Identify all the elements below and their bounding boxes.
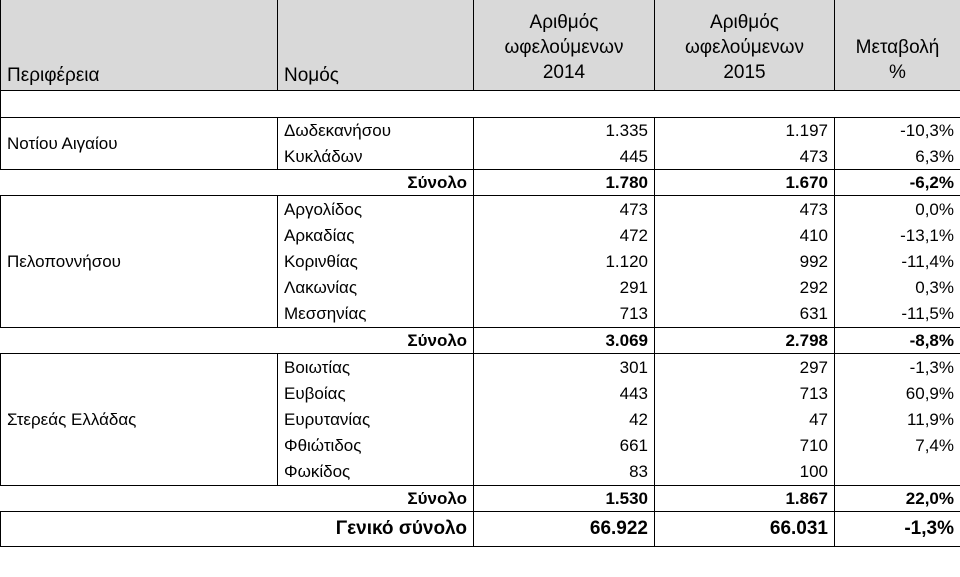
subtotal-2015: 1.670 bbox=[655, 170, 835, 196]
nomos-cell: Αργολίδος bbox=[278, 196, 474, 222]
subtotal-change: -8,8% bbox=[835, 327, 960, 353]
change-cell bbox=[835, 459, 960, 485]
grand-total-2014: 66.922 bbox=[474, 511, 655, 546]
spacer-row bbox=[1, 90, 960, 117]
value-2015-cell: 100 bbox=[655, 459, 835, 485]
value-2014-cell: 661 bbox=[474, 433, 655, 459]
subtotal-change: 22,0% bbox=[835, 485, 960, 511]
subtotal-label: Σύνολο bbox=[1, 485, 474, 511]
header-2014 bbox=[474, 0, 655, 90]
nomos-cell: Κορινθίας bbox=[278, 248, 474, 274]
nomos-cell: Αρκαδίας bbox=[278, 222, 474, 248]
header-change bbox=[835, 0, 960, 90]
change-cell: 7,4% bbox=[835, 433, 960, 459]
header-change-line2: % bbox=[889, 61, 906, 83]
change-cell: 0,3% bbox=[835, 275, 960, 301]
region-cell: Στερεάς Ελλάδας bbox=[1, 354, 278, 485]
grand-total-row bbox=[1, 511, 960, 546]
subtotal-2014: 1.780 bbox=[474, 170, 655, 196]
value-2015-cell: 473 bbox=[655, 196, 835, 222]
value-2015-cell: 992 bbox=[655, 248, 835, 274]
change-cell: -11,4% bbox=[835, 248, 960, 274]
table-row bbox=[1, 196, 960, 222]
value-2015-cell: 292 bbox=[655, 275, 835, 301]
header-2014-line2: ωφελούμενων bbox=[504, 37, 624, 59]
subtotal-2014: 3.069 bbox=[474, 327, 655, 353]
value-2014-cell: 1.335 bbox=[474, 117, 655, 143]
table-row bbox=[1, 117, 960, 143]
nomos-cell: Κυκλάδων bbox=[278, 143, 474, 169]
grand-total-label: Γενικό σύνολο bbox=[1, 511, 474, 546]
subtotal-2014: 1.530 bbox=[474, 485, 655, 511]
value-2015-cell: 713 bbox=[655, 380, 835, 406]
header-2014-line1: Αριθμός bbox=[529, 12, 599, 34]
value-2014-cell: 443 bbox=[474, 380, 655, 406]
header-2015 bbox=[655, 0, 835, 90]
change-cell: 11,9% bbox=[835, 406, 960, 432]
nomos-cell: Βοιωτίας bbox=[278, 354, 474, 380]
nomos-cell: Ευρυτανίας bbox=[278, 406, 474, 432]
subtotal-row bbox=[1, 327, 960, 353]
subtotal-label: Σύνολο bbox=[1, 170, 474, 196]
region-cell: Πελοποννήσου bbox=[1, 196, 278, 327]
subtotal-2015: 1.867 bbox=[655, 485, 835, 511]
subtotal-row bbox=[1, 170, 960, 196]
subtotal-2015: 2.798 bbox=[655, 327, 835, 353]
nomos-cell: Ευβοίας bbox=[278, 380, 474, 406]
value-2015-cell: 473 bbox=[655, 143, 835, 169]
value-2015-cell: 410 bbox=[655, 222, 835, 248]
subtotal-row bbox=[1, 485, 960, 511]
value-2014-cell: 42 bbox=[474, 406, 655, 432]
value-2014-cell: 291 bbox=[474, 275, 655, 301]
value-2014-cell: 445 bbox=[474, 143, 655, 169]
nomos-cell: Φθιώτιδος bbox=[278, 433, 474, 459]
change-cell: -11,5% bbox=[835, 301, 960, 327]
grand-total-change: -1,3% bbox=[835, 511, 960, 546]
header-2015-line1: Αριθμός bbox=[710, 12, 779, 34]
header-2015-line3: 2015 bbox=[723, 61, 766, 83]
header-change-line1: Μεταβολή bbox=[855, 37, 940, 59]
value-2014-cell: 472 bbox=[474, 222, 655, 248]
value-2014-cell: 473 bbox=[474, 196, 655, 222]
header-nomos: Νομός bbox=[278, 0, 474, 90]
table-row bbox=[1, 354, 960, 380]
region-cell: Νοτίου Αιγαίου bbox=[1, 117, 278, 170]
nomos-cell: Μεσσηνίας bbox=[278, 301, 474, 327]
grand-total-2015: 66.031 bbox=[655, 511, 835, 546]
spacer-cell bbox=[1, 90, 960, 117]
header-2014-line3: 2014 bbox=[542, 61, 586, 83]
change-cell: -1,3% bbox=[835, 354, 960, 380]
change-cell: 60,9% bbox=[835, 380, 960, 406]
change-cell: -10,3% bbox=[835, 117, 960, 143]
change-cell: -13,1% bbox=[835, 222, 960, 248]
subtotal-label: Σύνολο bbox=[1, 327, 474, 353]
nomos-cell: Φωκίδος bbox=[278, 459, 474, 485]
subtotal-change: -6,2% bbox=[835, 170, 960, 196]
value-2014-cell: 713 bbox=[474, 301, 655, 327]
value-2015-cell: 710 bbox=[655, 433, 835, 459]
nomos-cell: Δωδεκανήσου bbox=[278, 117, 474, 143]
value-2015-cell: 47 bbox=[655, 406, 835, 432]
change-cell: 0,0% bbox=[835, 196, 960, 222]
value-2014-cell: 1.120 bbox=[474, 248, 655, 274]
value-2014-cell: 83 bbox=[474, 459, 655, 485]
header-2015-line2: ωφελούμενων bbox=[684, 37, 805, 59]
value-2015-cell: 1.197 bbox=[655, 117, 835, 143]
value-2015-cell: 631 bbox=[655, 301, 835, 327]
header-row bbox=[1, 0, 960, 90]
value-2014-cell: 301 bbox=[474, 354, 655, 380]
value-2015-cell: 297 bbox=[655, 354, 835, 380]
header-region: Περιφέρεια bbox=[1, 0, 278, 90]
nomos-cell: Λακωνίας bbox=[278, 275, 474, 301]
change-cell: 6,3% bbox=[835, 143, 960, 169]
